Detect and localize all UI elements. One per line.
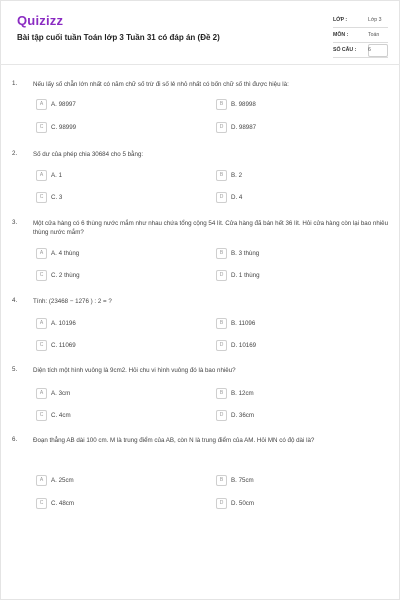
meta-count-row <box>333 43 388 58</box>
meta-subject-value: Toán <box>368 32 380 38</box>
option-letter-badge: C <box>36 122 47 133</box>
question-text: Số dư của phép chia 30684 cho 5 bằng: <box>33 151 144 158</box>
option-text: D. 1 thùng <box>231 271 260 279</box>
option-text: C. 48cm <box>51 499 75 507</box>
option-text: C. 11069 <box>51 341 76 349</box>
option-text: A. 3cm <box>51 389 71 397</box>
option-text: B. 75cm <box>231 476 254 484</box>
meta-count-label: SỐ CÂU : <box>333 47 357 53</box>
question-text: Diện tích một hình vuông là 9cm2. Hỏi chu vi hình vuông đó là bao nhiêu? <box>33 367 236 374</box>
option-letter-badge: D <box>216 122 227 133</box>
option-letter-badge: A <box>36 99 47 110</box>
option-text: D. 36cm <box>231 411 255 419</box>
option-text: A. 10196 <box>51 319 76 327</box>
option-letter-badge: B <box>216 248 227 259</box>
option-letter-badge: D <box>216 192 227 203</box>
option-letter-badge: B <box>216 388 227 399</box>
option-letter-badge: D <box>216 410 227 421</box>
worksheet-title: Bài tập cuối tuần Toán lớp 3 Tuần 31 có đáp án (Đề 2) <box>17 33 220 42</box>
option-letter-badge: A <box>36 248 47 259</box>
meta-count-value: 6 <box>368 47 371 53</box>
option-letter-badge: C <box>36 270 47 281</box>
question-number: 2. <box>12 150 18 157</box>
option-text: B. 3 thùng <box>231 249 260 257</box>
meta-class-row <box>333 13 388 28</box>
question-number: 3. <box>12 219 18 226</box>
question-text: Tính: (23468 − 1276 ) : 2 = ? <box>33 298 112 305</box>
question-number: 4. <box>12 297 18 304</box>
option-letter-badge: C <box>36 340 47 351</box>
option-text: C. 2 thùng <box>51 271 80 279</box>
meta-subject-label: MÔN : <box>333 32 349 38</box>
quizizz-logo: Quizizz <box>17 13 64 28</box>
option-text: A. 25cm <box>51 476 74 484</box>
option-letter-badge: B <box>216 170 227 181</box>
option-letter-badge: D <box>216 340 227 351</box>
question-text: Một cửa hàng có 6 thùng nước mắm như nhau chứa tổng cộng 54 lít. Cửa hàng đã bán hết 36 lít. Hỏi cửa hàng còn lại bao nhiêu thùng nước mắm? <box>33 220 389 236</box>
option-letter-badge: B <box>216 475 227 486</box>
option-text: C. 98999 <box>51 123 77 131</box>
question-text: Đoạn thẳng AB dài 100 cm. M là trung điểm của AB, còn N là trung điểm của AM. Hỏi MN có độ dài là? <box>33 437 315 444</box>
option-text: D. 50cm <box>231 499 255 507</box>
worksheet-header <box>0 0 400 62</box>
option-text: C. 3 <box>51 193 63 201</box>
option-letter-badge: C <box>36 410 47 421</box>
option-letter-badge: A <box>36 170 47 181</box>
option-letter-badge: C <box>36 192 47 203</box>
worksheet-meta <box>333 13 388 58</box>
option-letter-badge: D <box>216 498 227 509</box>
option-text: D. 10169 <box>231 341 257 349</box>
meta-class-value: Lớp 3 <box>368 17 382 23</box>
header-divider <box>0 64 400 65</box>
question-number: 1. <box>12 80 18 87</box>
option-text: A. 98997 <box>51 100 76 108</box>
question-number: 5. <box>12 366 18 373</box>
meta-class-label: LỚP : <box>333 17 348 23</box>
question-text: Nếu lấy số chẵn lớn nhất có năm chữ số trừ đi số lẻ nhỏ nhất có bốn chữ số thì được hiệu là: <box>33 81 289 88</box>
option-text: A. 4 thùng <box>51 249 80 257</box>
option-text: D. 98987 <box>231 123 257 131</box>
option-text: A. 1 <box>51 171 63 179</box>
option-letter-badge: A <box>36 318 47 329</box>
meta-subject-row <box>333 28 388 43</box>
option-text: C. 4cm <box>51 411 71 419</box>
option-text: B. 98998 <box>231 100 256 108</box>
option-letter-badge: A <box>36 475 47 486</box>
option-letter-badge: C <box>36 498 47 509</box>
option-letter-badge: B <box>216 318 227 329</box>
meta-count-box <box>368 44 388 57</box>
option-text: B. 11096 <box>231 319 256 327</box>
option-text: D. 4 <box>231 193 243 201</box>
question-number: 6. <box>12 436 18 443</box>
option-letter-badge: A <box>36 388 47 399</box>
option-text: B. 2 <box>231 171 243 179</box>
option-letter-badge: D <box>216 270 227 281</box>
option-letter-badge: B <box>216 99 227 110</box>
option-text: B. 12cm <box>231 389 254 397</box>
